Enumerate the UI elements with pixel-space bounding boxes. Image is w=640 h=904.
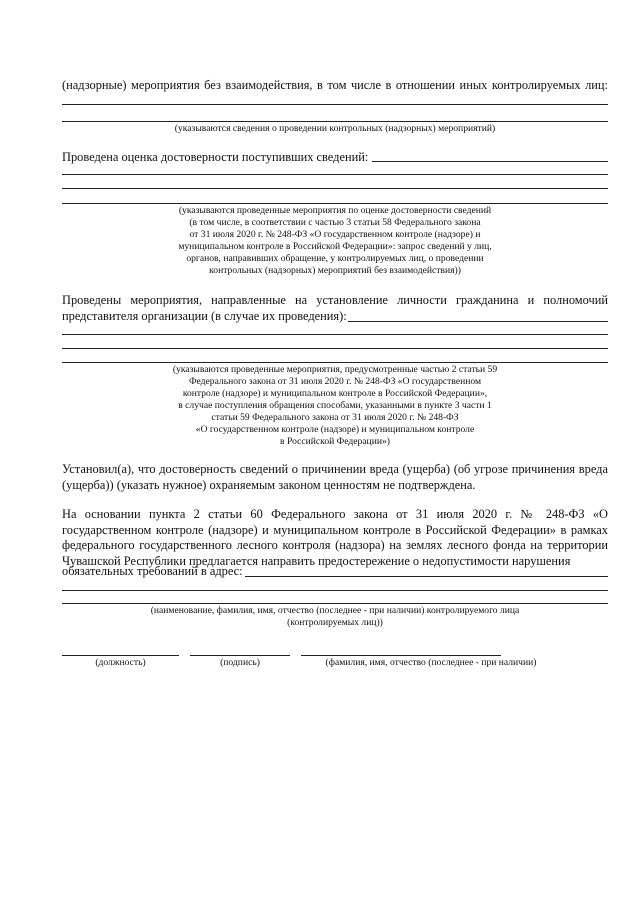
- section2-caption-4: муниципальном контроле в Российской Федерации»: запрос сведений у лиц,: [178, 241, 492, 252]
- fill-line: [62, 348, 608, 349]
- name-line: [301, 655, 501, 656]
- fill-line: [62, 104, 608, 105]
- section5-last-line: обязательных требований в адрес:: [62, 564, 243, 578]
- section2-caption-3: от 31 июля 2020 г. № 248-ФЗ «О государственном контроле (надзоре) и: [189, 229, 481, 240]
- fill-line: [372, 161, 608, 162]
- section1-continuation: (надзорные) мероприятия без взаимодействия, в том числе в отношении иных контролируемых лиц:: [62, 78, 608, 92]
- section2-label: Проведена оценка достоверности поступивших сведений:: [62, 150, 369, 164]
- fill-line: [348, 321, 608, 322]
- fill-line: [62, 121, 608, 122]
- fill-line: [62, 334, 608, 335]
- section2-caption-5: органов, направивших обращение, у контролируемых лиц, о проведении: [186, 253, 484, 264]
- section5-text: На основании пункта 2 статьи 60 Федерального закона от 31 июля 2020 г. № 248-ФЗ «О государственном контроле (надзоре) и муниципальном контроле в Российской Федерации» в рамках федерального государственного лесного контроля (надзора) на землях лесного фонда на территории Чувашской Республики предлагается направить предостережение о недопустимости нарушения: [62, 507, 608, 568]
- section3-caption-4: в случае поступления обращения способами, указанными в пункте 3 части 1: [178, 400, 492, 411]
- section3-caption-6: «О государственном контроле (надзоре) и муниципальном контроле: [195, 424, 475, 435]
- position-line: [62, 655, 179, 656]
- section3-caption-7: в Российской Федерации»): [280, 436, 390, 447]
- fill-line: [62, 603, 608, 604]
- fill-line: [62, 362, 608, 363]
- section2-caption-1: (указываются проведенные мероприятия по оценке достоверности сведений: [178, 205, 492, 216]
- section3-caption-3: контроле (надзоре) и муниципальном контроле в Российской Федерации»,: [182, 388, 488, 399]
- fill-line: [62, 174, 608, 175]
- fill-line: [245, 576, 608, 577]
- section4-text: Установил(а), что достоверность сведений о причинении вреда (ущерба) (об угрозе причинения вреда (ущерба)) (указать нужное) охраняемым законом ценностям не подтверждена.: [62, 462, 608, 492]
- section5-caption-1: (наименование, фамилия, имя, отчество (последнее - при наличии) контролируемого лица: [150, 605, 520, 616]
- section2-caption-2: (в том числе, в соответствии с частью 3 статьи 58 Федерального закона: [189, 217, 481, 228]
- section1-caption: (указываются сведения о проведении контрольных (надзорных) мероприятий): [174, 123, 496, 134]
- fill-line: [62, 590, 608, 591]
- fill-line: [62, 188, 608, 189]
- section2-caption-6: контрольных (надзорных) мероприятий без взаимодействия)): [209, 265, 461, 276]
- fill-line: [62, 203, 608, 204]
- section3-caption-1: (указываются проведенные мероприятия, предусмотренные частью 2 статьи 59: [172, 364, 498, 375]
- section3-line1: Проведены мероприятия, направленные на установление личности гражданина и полномочий: [62, 293, 608, 307]
- signature-label: (подпись): [220, 657, 260, 668]
- section3-line2: представителя организации (в случае их проведения):: [62, 309, 347, 323]
- section5-caption-2: (контролируемых лиц)): [287, 617, 383, 628]
- section3-caption-5: статьи 59 Федерального закона от 31 июля 2020 г. № 248-ФЗ: [211, 412, 459, 423]
- name-label: (фамилия, имя, отчество (последнее - при наличии): [325, 657, 537, 668]
- signature-line: [190, 655, 290, 656]
- position-label: (должность): [95, 657, 146, 668]
- section3-caption-2: Федерального закона от 31 июля 2020 г. № 248-ФЗ «О государственном: [188, 376, 482, 387]
